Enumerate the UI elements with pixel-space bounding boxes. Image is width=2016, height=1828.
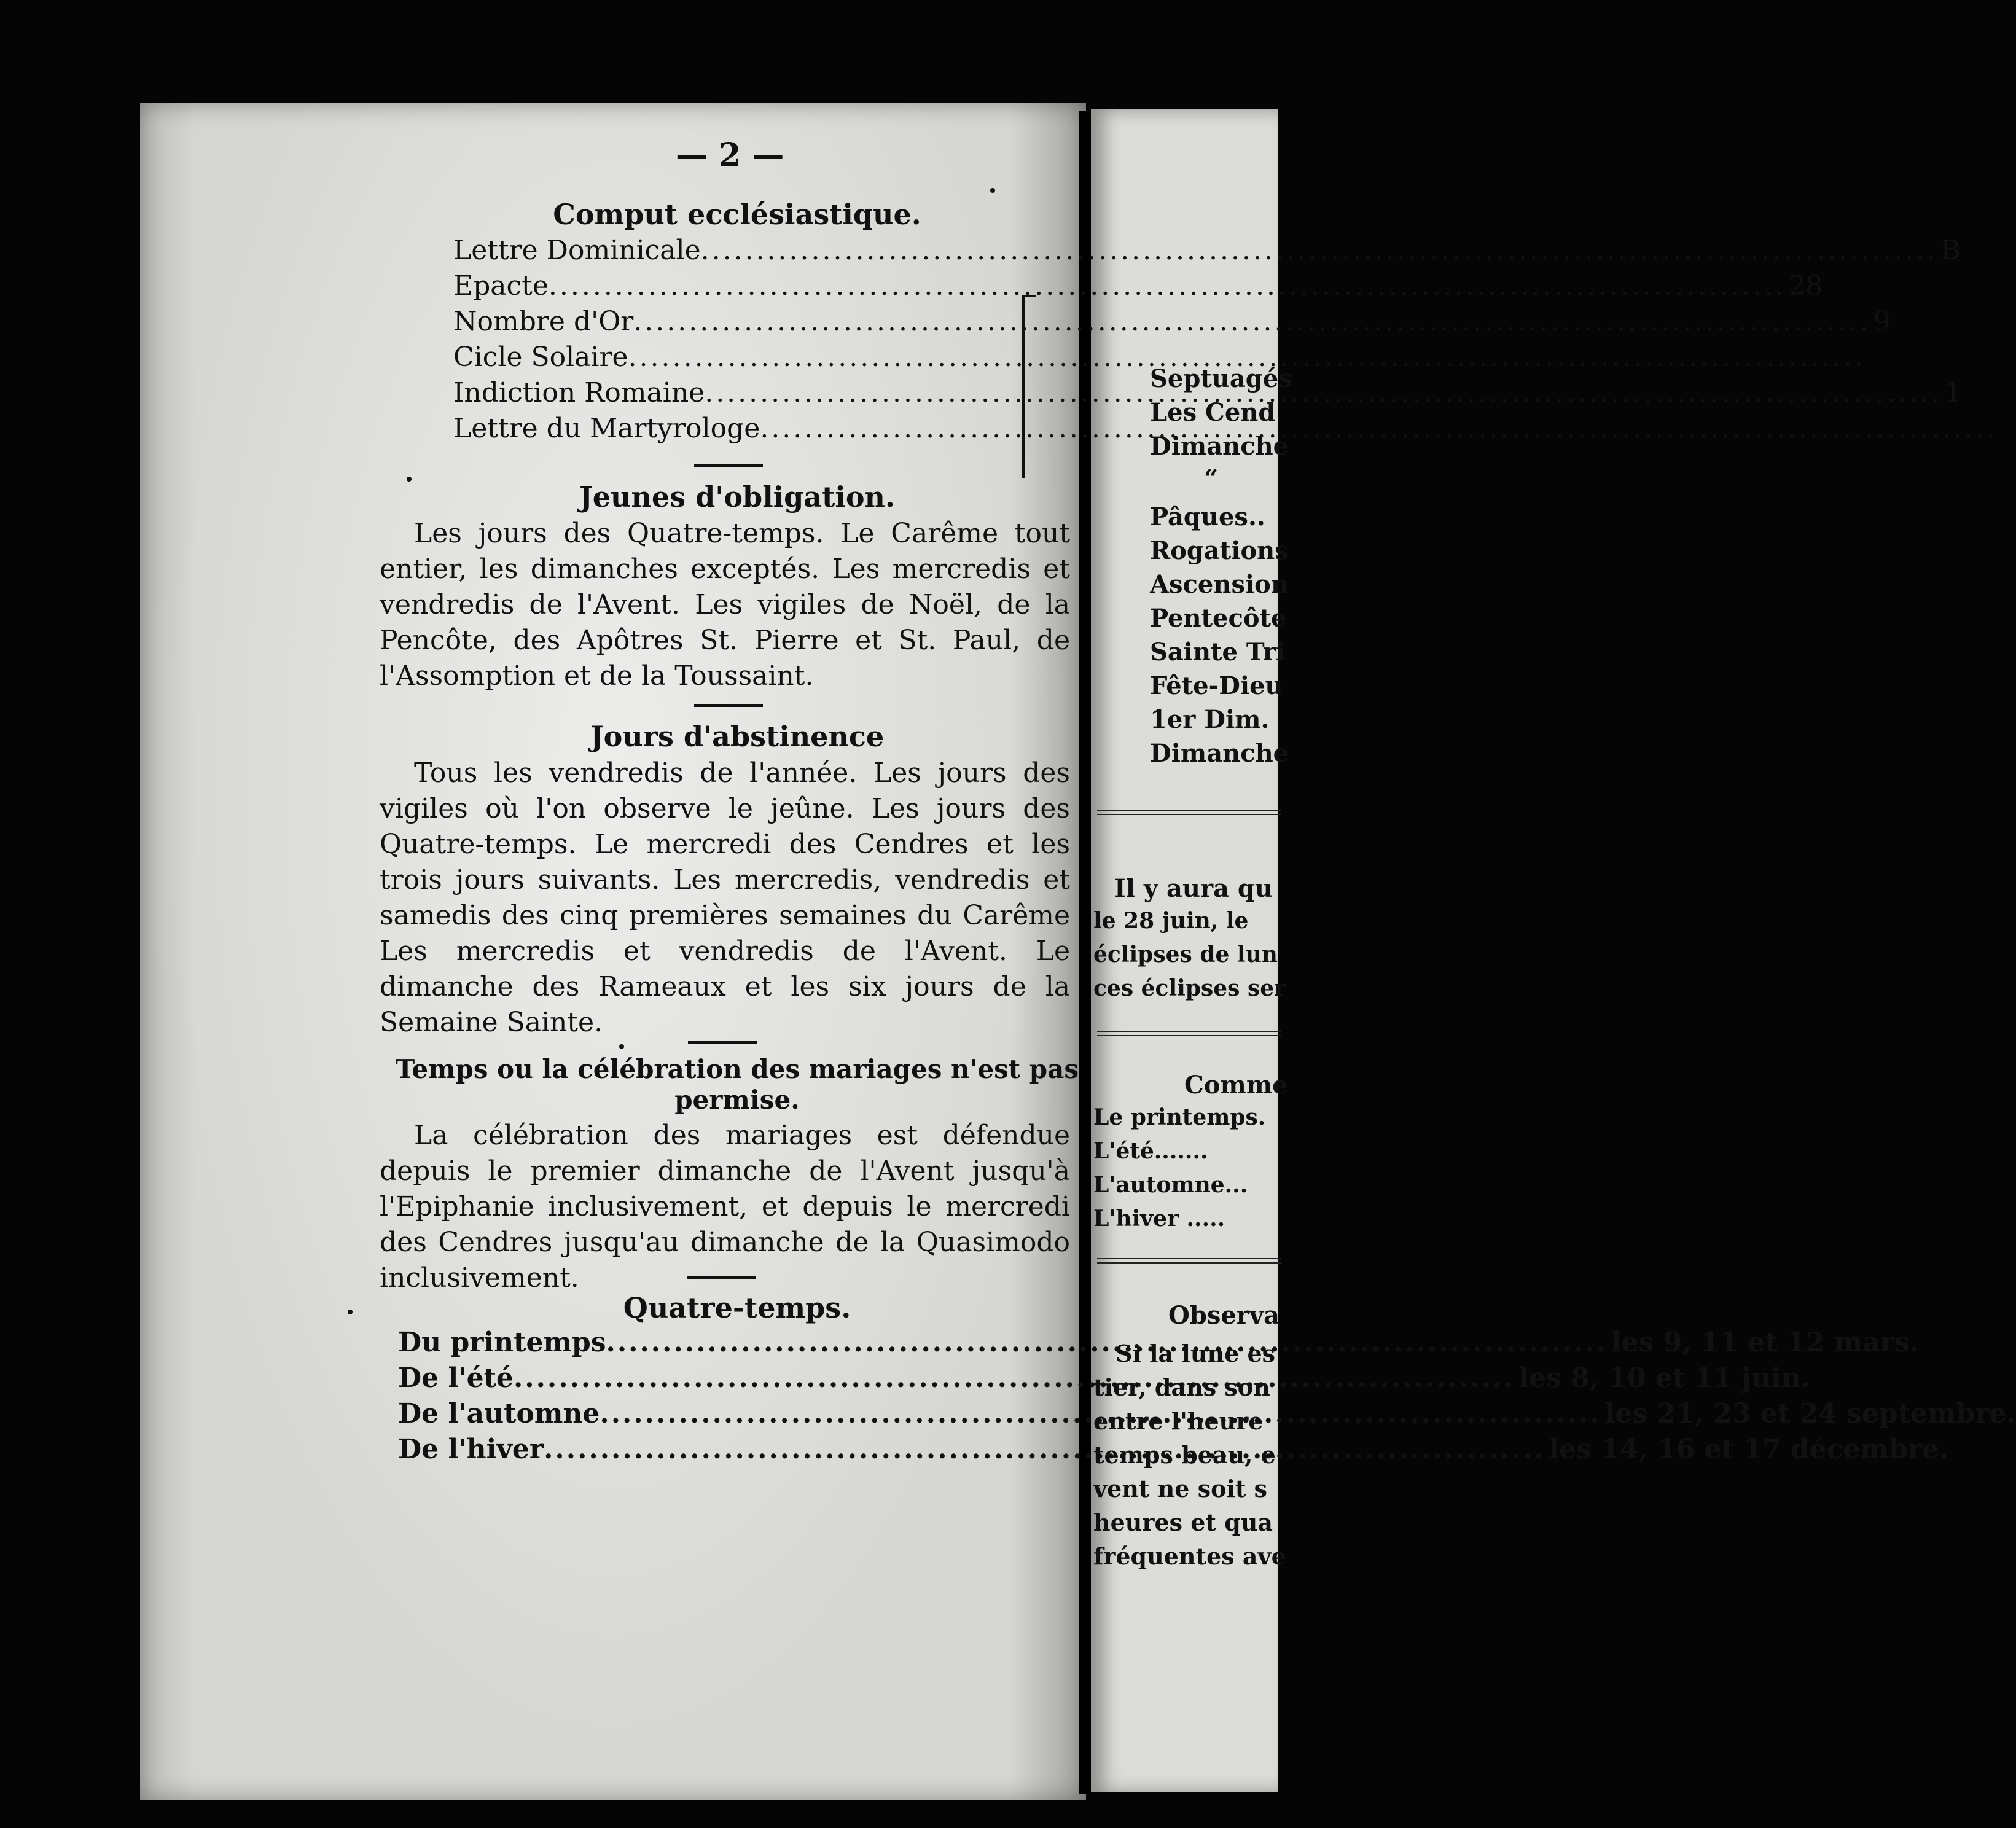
mariages-heading-line1: Temps ou la célébration des mariages n'est pas bbox=[395, 1054, 1079, 1084]
section-rule bbox=[688, 1041, 757, 1044]
comput-row bbox=[453, 306, 1891, 337]
season-label: De l'automne bbox=[398, 1398, 600, 1429]
next-page-line: L'été....... bbox=[1093, 1138, 1208, 1164]
comput-value: 28 bbox=[1788, 270, 1823, 302]
next-page-line: Le printemps. bbox=[1093, 1104, 1266, 1130]
next-page-line: Rogations bbox=[1150, 536, 1289, 565]
leader-dots bbox=[705, 377, 1942, 408]
ink-speck bbox=[348, 1310, 353, 1314]
leader-dots bbox=[514, 1362, 1515, 1394]
next-page-line: éclipses de lun bbox=[1093, 942, 1278, 967]
next-page-line: vent ne soit s bbox=[1093, 1475, 1268, 1502]
next-page-heading: Observa bbox=[1168, 1301, 1280, 1330]
next-page-line: temps beau, e bbox=[1093, 1441, 1276, 1469]
season-dates: les 14, 16 et 17 décembre. bbox=[1549, 1434, 1949, 1465]
comput-row bbox=[453, 342, 1020, 373]
mariages-heading-line2: permise. bbox=[674, 1085, 800, 1115]
next-page-line: 1er Dim. bbox=[1150, 705, 1270, 734]
season-dates: les 9, 11 et 12 mars. bbox=[1611, 1327, 1919, 1358]
next-page-line: le 28 juin, le bbox=[1093, 908, 1249, 934]
comput-label: Epacte bbox=[453, 270, 549, 302]
next-page-line: Les Cend bbox=[1150, 398, 1276, 427]
page-number: — 2 — bbox=[676, 136, 784, 174]
next-page-line: Fête-Dieu bbox=[1150, 671, 1283, 700]
next-page-line: L'hiver ..... bbox=[1093, 1206, 1225, 1232]
season-label: De l'été bbox=[398, 1362, 514, 1394]
leader-dots bbox=[760, 413, 1997, 444]
leader-dots bbox=[701, 235, 1938, 266]
abstinence-heading: Jours d'abstinence bbox=[590, 720, 885, 753]
quatre-temps-heading: Quatre-temps. bbox=[623, 1291, 851, 1324]
comput-label: Lettre Dominicale bbox=[453, 235, 701, 266]
double-rule bbox=[1097, 1258, 1281, 1264]
season-label: Du printemps bbox=[398, 1327, 606, 1358]
next-page-line: tier, dans son bbox=[1093, 1373, 1270, 1401]
comput-value: B bbox=[1940, 235, 1961, 266]
comput-value: 9 bbox=[1873, 306, 1891, 337]
next-page-line: Pâques.. bbox=[1150, 502, 1265, 531]
season-dates: les 8, 10 et 11 juin. bbox=[1518, 1362, 1811, 1394]
leader-dots bbox=[549, 270, 1786, 302]
section-rule bbox=[694, 464, 763, 467]
section-rule bbox=[694, 704, 763, 707]
ink-speck bbox=[619, 1044, 624, 1049]
comput-row bbox=[453, 235, 1961, 266]
season-dates: les 21, 23 et 24 septembre. bbox=[1604, 1398, 2016, 1429]
next-page-line: L'automne... bbox=[1093, 1172, 1248, 1198]
ink-speck bbox=[990, 188, 995, 193]
double-rule bbox=[1097, 810, 1281, 815]
next-page-line: Septuagés bbox=[1150, 364, 1292, 393]
jeunes-paragraph bbox=[380, 516, 1070, 694]
comput-label: Cicle Solaire bbox=[453, 342, 628, 373]
next-page-line: ces éclipses ser bbox=[1093, 975, 1286, 1001]
comput-row bbox=[453, 270, 1823, 302]
mariages-text: La célébration des mariages est défendue depuis le premier dimanche de l'Avent jusqu'à l'Epiphanie inclusivement, et depuis le mercredi des Cendres jusqu'au dimanche de la Quasimodo inclusivement. bbox=[380, 1120, 1070, 1294]
next-page-line: heures et qua bbox=[1093, 1509, 1273, 1536]
comput-label: Nombre d'Or bbox=[453, 306, 634, 337]
next-page-line: fréquentes ave bbox=[1093, 1542, 1286, 1570]
leader-dots bbox=[600, 1398, 1601, 1429]
next-page-line: Il y aura qu bbox=[1114, 874, 1273, 903]
comput-label: Lettre du Martyrologe bbox=[453, 413, 760, 444]
next-page-line: Sainte Tri bbox=[1150, 638, 1286, 666]
next-page-line: Dimanche bbox=[1150, 432, 1289, 461]
comput-label: Indiction Romaine bbox=[453, 377, 705, 408]
leader-dots bbox=[628, 342, 1866, 373]
abstinence-text: Tous les vendredis de l'année. Les jours des vigiles où l'on observe le jeûne. Les jours des Quatre-temps. Le mercredi des Cendres et les trois jours suivants. Les mercredis, vendredis et samedis des cinq premières semaines du Carême Les mercredis et vendredis de l'Avent. Le dimanche des Rameaux et les six jours de la Semaine Sainte. bbox=[380, 757, 1070, 1038]
ink-speck bbox=[407, 477, 412, 482]
comput-bracket bbox=[1022, 295, 1036, 478]
comput-value: 1 bbox=[1944, 377, 1962, 408]
next-page-line: “ bbox=[1204, 464, 1219, 493]
abstinence-paragraph bbox=[380, 756, 1070, 1041]
leader-dots bbox=[606, 1327, 1608, 1358]
mariages-paragraph bbox=[380, 1118, 1070, 1296]
next-page-line: Ascension bbox=[1150, 570, 1289, 599]
leader-dots bbox=[633, 306, 1870, 337]
next-page-line: entre l'heure bbox=[1093, 1407, 1264, 1435]
comput-row bbox=[453, 413, 988, 444]
double-rule bbox=[1097, 1031, 1281, 1036]
season-label: De l'hiver bbox=[398, 1434, 544, 1465]
next-page-line: Si la lune es bbox=[1115, 1340, 1276, 1367]
leader-dots bbox=[544, 1434, 1545, 1465]
next-page-line: Pentecôte bbox=[1150, 604, 1287, 633]
comput-heading: Comput ecclésiastique. bbox=[553, 198, 921, 231]
jeunes-text: Les jours des Quatre-temps. Le Carême tout entier, les dimanches exceptés. Les mercredis et vendredis de l'Avent. Les vigiles de Noël, de la Pencôte, des Apôtres St. Pierre et St. Paul, de l'Assomption et de la Toussaint. bbox=[380, 518, 1070, 692]
next-page-heading: Comme bbox=[1184, 1071, 1288, 1100]
next-page-line: Dimanche bbox=[1150, 739, 1289, 768]
section-rule bbox=[687, 1276, 756, 1279]
jeunes-heading: Jeunes d'obligation. bbox=[579, 480, 895, 514]
